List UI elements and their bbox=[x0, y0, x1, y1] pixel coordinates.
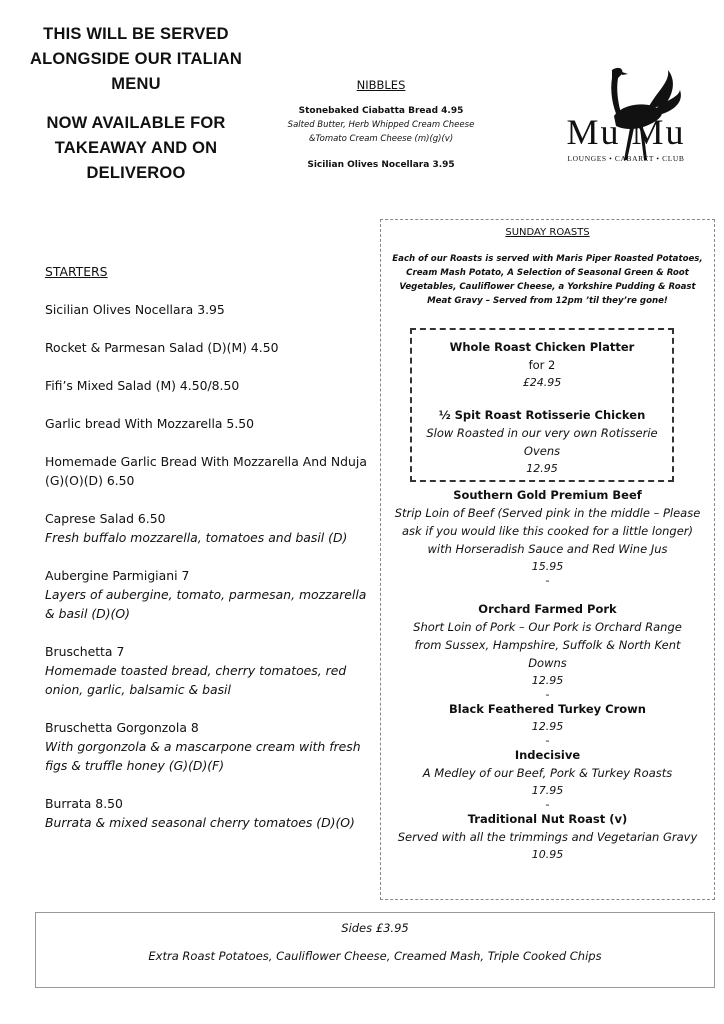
starter-name: Sicilian Olives Nocellara 3.95 bbox=[45, 302, 225, 317]
roast-desc: A Medley of our Beef, Pork & Turkey Roasts bbox=[422, 766, 673, 780]
roast-desc: Served with all the trimmings and Vegetarian Gravy bbox=[397, 830, 698, 844]
starter-name: Burrata 8.50 bbox=[45, 796, 123, 811]
logo-wordmark: Mu Mu bbox=[566, 112, 686, 152]
notice-line: TAKEAWAY AND ON bbox=[54, 139, 218, 157]
starter-desc: Layers of aubergine, tomato, parmesan, mozzarella & basil (D)(O) bbox=[45, 587, 367, 621]
roast-name: Southern Gold Premium Beef bbox=[453, 488, 642, 502]
separator-dash: - bbox=[545, 734, 550, 747]
separator-dash: - bbox=[545, 798, 550, 811]
takeaway-notice bbox=[14, 22, 258, 186]
notice-line: DELIVEROO bbox=[86, 164, 186, 182]
roast-desc: Short Loin of Pork – Our Pork is Orchard Range from Sussex, Hampshire, Suffolk & North Kent Downs bbox=[413, 620, 682, 670]
notice-line: THIS WILL BE SERVED bbox=[43, 25, 229, 43]
starter-name: Fifi’s Mixed Salad (M) 4.50/8.50 bbox=[45, 378, 240, 393]
starter-item bbox=[45, 338, 370, 357]
starter-item bbox=[45, 452, 370, 490]
nibbles-section bbox=[278, 78, 484, 172]
starter-item bbox=[45, 794, 370, 832]
separator-dash: - bbox=[545, 688, 550, 701]
starter-desc: Fresh buffalo mozzarella, tomatoes and basil (D) bbox=[45, 530, 348, 545]
roast-name: for 2 bbox=[528, 358, 556, 372]
notice-line: MENU bbox=[111, 75, 161, 93]
roast-name: Traditional Nut Roast (v) bbox=[467, 812, 628, 826]
roast-price: 12.95 bbox=[531, 720, 564, 733]
sides-box bbox=[35, 912, 715, 988]
notice-line: ALONGSIDE OUR ITALIAN bbox=[30, 50, 242, 68]
chicken-box bbox=[410, 328, 674, 482]
nibble-name: Stonebaked Ciabatta Bread 4.95 bbox=[298, 106, 464, 116]
starter-name: Bruschetta Gorgonzola 8 bbox=[45, 720, 199, 735]
roast-desc: Strip Loin of Beef (Served pink in the middle – Please ask if you would like this cooked for a little longer) with Horseradish Sauce and Red Wine Jus bbox=[394, 506, 701, 556]
starter-name: Rocket & Parmesan Salad (D)(M) 4.50 bbox=[45, 340, 279, 355]
starter-item bbox=[45, 300, 370, 319]
starter-item bbox=[45, 642, 370, 699]
sides-title: Sides £3.95 bbox=[341, 921, 409, 935]
starter-item bbox=[45, 566, 370, 623]
sides-list: Extra Roast Potatoes, Cauliflower Cheese, Creamed Mash, Triple Cooked Chips bbox=[148, 949, 602, 963]
roast-price: 12.95 bbox=[526, 462, 558, 475]
nibble-name: Sicilian Olives Nocellara 3.95 bbox=[307, 160, 455, 170]
starter-desc: Burrata & mixed seasonal cherry tomatoes (D)(O) bbox=[45, 815, 355, 830]
starter-name: Bruschetta 7 bbox=[45, 644, 125, 659]
starter-name: Aubergine Parmigiani 7 bbox=[45, 568, 190, 583]
roast-desc: Slow Roasted in our very own Rotisserie Ovens bbox=[426, 426, 658, 458]
mumu-logo bbox=[548, 60, 704, 170]
logo-tagline: LOUNGES • CABARET • CLUB bbox=[567, 154, 685, 163]
starters-section bbox=[45, 262, 370, 851]
roast-name: Orchard Farmed Pork bbox=[478, 602, 617, 616]
notice-line: NOW AVAILABLE FOR bbox=[46, 114, 226, 132]
roast-price: 10.95 bbox=[531, 848, 564, 861]
starters-heading: STARTERS bbox=[45, 264, 108, 279]
starter-desc: With gorgonzola & a mascarpone cream with fresh figs & truffle honey (G)(D)(F) bbox=[45, 739, 361, 773]
nibbles-title: NIBBLES bbox=[356, 78, 406, 92]
starter-name: Garlic bread With Mozzarella 5.50 bbox=[45, 416, 255, 431]
roast-price: 15.95 bbox=[531, 560, 564, 573]
roasts-intro: Each of our Roasts is served with Maris Piper Roasted Potatoes, Cream Mash Potato, A Selection of Seasonal Green & Root Vegetables, Cauliflower Cheese, a Yorkshire Pudding & Roast Meat Gravy – Served from 12pm ’til they’re gone! bbox=[392, 254, 703, 306]
roasts-title: SUNDAY ROASTS bbox=[505, 227, 590, 238]
starter-name: Caprese Salad 6.50 bbox=[45, 511, 166, 526]
starter-item bbox=[45, 414, 370, 433]
starter-item bbox=[45, 376, 370, 395]
separator-dash: - bbox=[545, 574, 550, 587]
roast-price: 17.95 bbox=[531, 784, 564, 797]
starter-item bbox=[45, 718, 370, 775]
roast-name: Black Feathered Turkey Crown bbox=[449, 702, 646, 716]
roast-name: Whole Roast Chicken Platter bbox=[449, 340, 635, 354]
roast-price: 12.95 bbox=[531, 674, 564, 687]
sunday-roasts-section bbox=[380, 224, 715, 864]
roast-price: £24.95 bbox=[522, 376, 562, 389]
starter-name: Homemade Garlic Bread With Mozzarella And Nduja (G)(O)(D) 6.50 bbox=[45, 454, 367, 488]
starter-item bbox=[45, 509, 370, 547]
roast-name: Indecisive bbox=[514, 748, 581, 762]
nibble-desc: &Tomato Cream Cheese (m)(g)(v) bbox=[308, 134, 454, 144]
nibble-desc: Salted Butter, Herb Whipped Cream Cheese bbox=[287, 120, 475, 130]
roast-name: ½ Spit Roast Rotisserie Chicken bbox=[438, 408, 646, 422]
starter-desc: Homemade toasted bread, cherry tomatoes, red onion, garlic, balsamic & basil bbox=[45, 663, 347, 697]
